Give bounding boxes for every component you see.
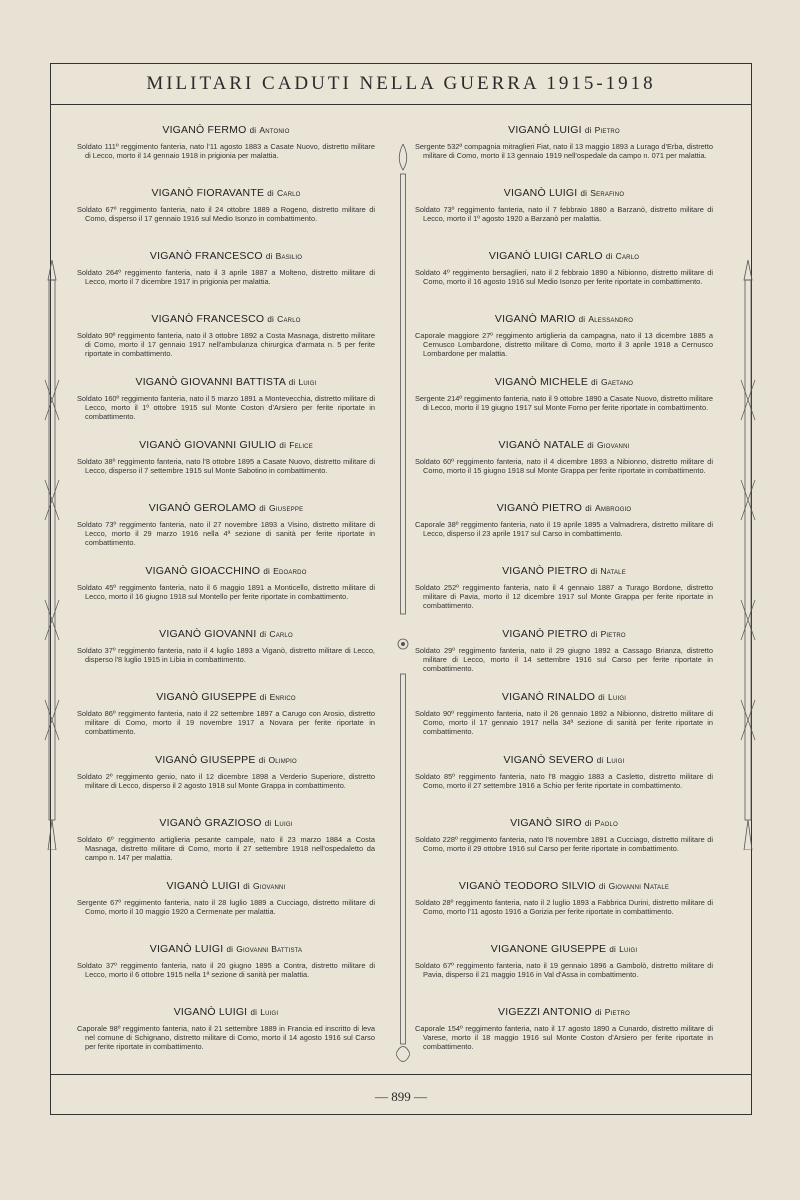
casualty-name <box>77 124 375 136</box>
name-of: di <box>258 756 266 765</box>
name-parent: Luigi <box>298 377 317 387</box>
name-of: di <box>590 630 598 639</box>
casualty-details: Soldato 252º reggimento fanteria, nato il 4 gennaio 1887 a Turago Bordone, distretto militare di Pavia, morto il 12 dicembre 1917 sul Monte Grappa per ferite riportate in combattimento. <box>415 583 713 610</box>
casualty-name <box>77 313 375 325</box>
name-parent: Paolo <box>594 818 618 828</box>
casualty-details: Caporale 98º reggimento fanteria, nato il 21 settembre 1889 in Francia ed inscritto di leva nel comune di Schignano, distretto militare di Como, morto il 14 agosto 1916 sul Carso per ferite riportate in combattimento. <box>77 1024 375 1051</box>
name-of: di <box>250 1008 258 1017</box>
casualty-details: Soldato 90º reggimento fanteria, nato il 26 gennaio 1892 a Nibionno, distretto militare di Como, morto il 17 gennaio 1917 nella 34ª sezione di sanità per ferite riportate in combattimento. <box>415 709 713 736</box>
name-parent: Pietro <box>600 629 626 639</box>
name-main: VIGANÒ NATALE <box>498 439 585 451</box>
casualty-entry <box>415 691 713 754</box>
casualty-entry <box>415 502 713 565</box>
casualty-name <box>415 502 713 514</box>
name-main: VIGANÒ LUIGI CARLO <box>488 250 603 262</box>
name-parent: Natale <box>600 566 626 576</box>
casualty-entry <box>77 943 375 1006</box>
name-parent: Edoardo <box>273 566 307 576</box>
name-of: di <box>591 378 598 387</box>
name-parent: Giovanni <box>597 440 630 450</box>
casualty-details: Soldato 4º reggimento bersaglieri, nato il 2 febbraio 1890 a Nibionno, distretto militare di Como, morto il 16 agosto 1916 sul Medio Isonzo per ferite riportate in combattimento. <box>415 268 713 286</box>
casualty-entry <box>415 880 713 943</box>
casualty-entry <box>77 691 375 754</box>
name-main: VIGANONE GIUSEPPE <box>490 943 607 955</box>
casualty-details: Soldato 264º reggimento fanteria, nato il 3 aprile 1887 a Molteno, distretto militare di Lecco, morto il 7 dicembre 1917 in prigionia per malattia. <box>77 268 375 286</box>
name-main: VIGANÒ TEODORO SILVIO <box>458 880 596 892</box>
name-of: di <box>243 882 250 891</box>
casualty-entry <box>415 1006 713 1069</box>
casualty-name <box>77 502 375 514</box>
casualty-name <box>77 628 375 640</box>
name-of: di <box>598 693 605 702</box>
name-parent: Carlo <box>277 188 301 198</box>
casualty-details: Sergente 214º reggimento fanteria, nato il 9 ottobre 1890 a Casate Nuovo, distretto militare di Lecco, morto il 19 giugno 1917 sul Monte Forno per ferite riportate in combattimento. <box>415 394 713 412</box>
casualty-details: Caporale 154º reggimento fanteria, nato il 17 agosto 1890 a Cunardo, distretto militare di Varese, morto il 18 maggio 1916 sul Monte Coston d'Arsiero per ferite riportate in combattimento. <box>415 1024 713 1051</box>
name-parent: Luigi <box>608 692 627 702</box>
page-number: — 899 — <box>375 1089 427 1104</box>
name-main: VIGANÒ MICHELE <box>494 376 589 388</box>
name-parent: Luigi <box>606 755 625 765</box>
casualty-name <box>415 1006 713 1018</box>
name-of: di <box>584 819 592 828</box>
casualty-name <box>77 754 375 766</box>
casualty-name <box>77 943 375 955</box>
name-parent: Serafino <box>590 188 625 198</box>
casualty-name <box>77 565 375 577</box>
name-parent: Pietro <box>604 1007 630 1017</box>
casualty-name <box>77 439 375 451</box>
name-parent: Giovanni Natale <box>608 881 670 891</box>
casualty-name <box>415 439 713 451</box>
name-main: VIGANÒ LUIGI <box>173 1006 248 1018</box>
casualty-details: Sergente 532ª compagnia mitraglieri Fiat, nato il 13 maggio 1893 a Lurago d'Erba, distretto militare di Como, morto il 13 gennaio 1919 nell'ospedale da campo n. 071 per malattia. <box>415 142 713 160</box>
casualty-name <box>77 1006 375 1018</box>
casualty-entry <box>77 376 375 439</box>
casualty-entry <box>415 439 713 502</box>
casualty-entry <box>415 250 713 313</box>
name-parent: Giuseppe <box>269 503 304 513</box>
casualty-details: Soldato 37º reggimento fanteria, nato il 4 luglio 1893 a Viganò, distretto militare di Lecco, disperso l'8 luglio 1915 in Libia in combattimento. <box>77 646 375 664</box>
name-main: VIGANÒ PIETRO <box>496 502 583 514</box>
right-side-ornament <box>738 260 758 850</box>
casualty-entry <box>77 628 375 691</box>
name-of: di <box>267 315 275 324</box>
right-column <box>415 124 713 1069</box>
name-main: VIGANÒ LUIGI <box>503 187 578 199</box>
name-of: di <box>249 126 257 135</box>
casualty-details: Caporale maggiore 27º reggimento artiglieria da campagna, nato il 13 dicembre 1885 a Cernusco Lombardone, distretto militare di Como, morto il 3 aprile 1918 a Cernusco Lombardone per malattia. <box>415 331 713 358</box>
name-main: VIGANÒ FRANCESCO <box>149 250 263 262</box>
casualty-entry <box>415 817 713 880</box>
casualty-details: Soldato 160º reggimento fanteria, nato il 5 marzo 1891 a Montevecchia, distretto militare di Lecco, morto il 1º ottobre 1915 sul Monte Coston d'Arsiero per ferite riportate in combattimento. <box>77 394 375 421</box>
name-of: di <box>587 441 594 450</box>
name-main: VIGANÒ RINALDO <box>501 691 596 703</box>
name-parent: Luigi <box>260 1007 279 1017</box>
casualty-entry <box>415 313 713 376</box>
casualty-details: Soldato 28º reggimento fanteria, nato il 2 luglio 1893 a Fabbrica Durini, distretto militare di Como, morto l'11 agosto 1916 a Gorizia per ferite riportate in combattimento. <box>415 898 713 916</box>
casualty-entry <box>77 502 375 565</box>
name-main: VIGANÒ SIRO <box>510 817 582 829</box>
casualty-name <box>415 880 713 892</box>
casualty-name <box>415 628 713 640</box>
casualty-details: Soldato 38º reggimento fanteria, nato l'8 ottobre 1895 a Casate Nuovo, distretto militare di Lecco, disperso il 7 settembre 1915 sul Monte Sabotino in combattimento. <box>77 457 375 475</box>
casualty-entry <box>415 628 713 691</box>
name-parent: Ambrogio <box>595 503 632 513</box>
name-of: di <box>584 126 592 135</box>
left-column <box>77 124 375 1069</box>
name-main: VIGEZZI ANTONIO <box>498 1006 592 1018</box>
casualty-name <box>415 565 713 577</box>
name-of: di <box>596 756 604 765</box>
name-parent: Giovanni Battista <box>236 944 303 954</box>
name-main: VIGANÒ LUIGI <box>166 880 241 892</box>
name-parent: Luigi <box>274 818 293 828</box>
casualty-entry <box>77 250 375 313</box>
name-main: VIGANÒ PIETRO <box>502 628 588 640</box>
name-parent: Felice <box>289 440 313 450</box>
name-main: VIGANÒ FRANCESCO <box>151 313 265 325</box>
name-of: di <box>259 630 267 639</box>
name-of: di <box>259 693 267 702</box>
casualty-details: Soldato 90º reggimento fanteria, nato il 3 ottobre 1892 a Costa Masnaga, distretto militare di Como, morto il 17 gennaio 1917 nell'ambulanza chirurgica d'armata n. 5 per ferite riportate in combattimento. <box>77 331 375 358</box>
name-parent: Carlo <box>269 629 293 639</box>
casualty-entry <box>415 124 713 187</box>
casualty-details: Soldato 29º reggimento fanteria, nato il 29 giugno 1892 a Cassago Brianza, distretto militare di Lecco, morto il 14 settembre 1916 sul Carso per ferite riportate in combattimento. <box>415 646 713 673</box>
casualty-name <box>415 817 713 829</box>
name-parent: Gaetano <box>600 377 634 387</box>
name-of: di <box>594 1008 602 1017</box>
casualty-entry <box>77 1006 375 1069</box>
name-main: VIGANÒ MARIO <box>494 313 576 325</box>
name-parent: Luigi <box>619 944 638 954</box>
name-of: di <box>264 819 272 828</box>
casualty-name <box>77 376 375 388</box>
casualty-name <box>415 691 713 703</box>
name-main: VIGANÒ GIOVANNI GIULIO <box>139 439 277 451</box>
casualty-details: Soldato 111º reggimento fanteria, nato l'11 agosto 1883 a Casate Nuovo, distretto militare di Lecco, morto il 14 gennaio 1918 in prigionia per malattia. <box>77 142 375 160</box>
name-main: VIGANÒ GIOVANNI BATTISTA <box>135 376 286 388</box>
name-of: di <box>580 189 588 198</box>
casualty-entry <box>415 943 713 1006</box>
casualty-name <box>415 250 713 262</box>
casualty-details: Soldato 45º reggimento fanteria, nato il 6 maggio 1891 a Monticello, distretto militare di Lecco, morto il 16 giugno 1918 sul Montello per ferite riportate in combattimento. <box>77 583 375 601</box>
name-of: di <box>605 252 613 261</box>
casualty-details: Soldato 73º reggimento fanteria, nato il 27 novembre 1893 a Visino, distretto militare di Lecco, morto il 29 marzo 1916 nella 4ª sezione di sanità per ferite riportate in combattimento. <box>77 520 375 547</box>
name-of: di <box>226 945 234 954</box>
casualty-details: Soldato 6º reggimento artiglieria pesante campale, nato il 23 marzo 1884 a Costa Masnaga, distretto militare di Como, morto il 27 settembre 1918 nell'ospedaletto da campo n. 147 per malattia. <box>77 835 375 862</box>
casualty-details: Soldato 85º reggimento fanteria, nato l'8 maggio 1883 a Casletto, distretto militare di Como, morto il 27 settembre 1916 a Schio per ferite riportate in combattimento. <box>415 772 713 790</box>
casualty-details: Sergente 67º reggimento fanteria, nato il 28 luglio 1889 a Cucciago, distretto militare di Como, morto il 10 maggio 1920 a Cermenate per malattia. <box>77 898 375 916</box>
left-side-ornament <box>42 260 62 850</box>
name-main: VIGANÒ FERMO <box>162 124 247 136</box>
name-parent: Pietro <box>594 125 620 135</box>
casualty-name <box>77 187 375 199</box>
page-frame <box>50 63 752 1115</box>
casualty-entry <box>77 124 375 187</box>
name-of: di <box>598 882 606 891</box>
casualty-details: Soldato 60º reggimento fanteria, nato il 4 dicembre 1893 a Nibionno, distretto militare di Como, morto il 15 giugno 1918 sul Monte Grappa per ferite riportate in combattimento. <box>415 457 713 475</box>
casualty-entry <box>77 754 375 817</box>
name-parent: Basilio <box>275 251 303 261</box>
casualty-name <box>415 754 713 766</box>
name-main: VIGANÒ FIORAVANTE <box>151 187 265 199</box>
name-main: VIGANÒ SEVERO <box>503 754 594 766</box>
center-ornament-column <box>396 144 410 1069</box>
name-main: VIGANÒ LUIGI <box>508 124 582 136</box>
name-parent: Olimpio <box>268 755 297 765</box>
casualty-name <box>415 376 713 388</box>
name-of: di <box>288 378 296 387</box>
name-of: di <box>259 504 266 513</box>
casualty-details: Soldato 67º reggimento fanteria, nato il 24 ottobre 1889 a Rogeno, distretto militare di Como, disperso il 17 gennaio 1916 sul Medio Isonzo in combattimento. <box>77 205 375 223</box>
casualty-entry <box>77 880 375 943</box>
casualty-entry <box>415 565 713 628</box>
casualty-details: Soldato 86º reggimento fanteria, nato il 22 settembre 1897 a Carugo con Arosio, distretto militare di Como, morto il 19 novembre 1917 a Novara per ferite riportate in combattimento. <box>77 709 375 736</box>
name-of: di <box>609 945 616 954</box>
casualty-details: Soldato 73º reggimento fanteria, nato il 7 febbraio 1880 a Barzanò, distretto militare di Lecco, morto il 1º agosto 1920 a Barzanò per malattia. <box>415 205 713 223</box>
name-main: VIGANÒ GIOVANNI <box>159 628 257 640</box>
casualty-entry <box>77 817 375 880</box>
casualty-entry <box>77 187 375 250</box>
name-main: VIGANÒ GRAZIOSO <box>159 817 262 829</box>
name-of: di <box>585 504 592 513</box>
name-parent: Enrico <box>269 692 296 702</box>
casualty-details: Caporale 38º reggimento fanteria, nato il 19 aprile 1895 a Valmadrera, distretto militare di Lecco, disperso il 23 aprile 1917 sul Carso in combattimento. <box>415 520 713 538</box>
name-parent: Carlo <box>277 314 301 324</box>
casualty-name <box>415 943 713 955</box>
name-of: di <box>265 252 273 261</box>
name-main: VIGANÒ GEROLAMO <box>148 502 257 514</box>
casualty-name <box>415 313 713 325</box>
name-parent: Alessandro <box>588 314 634 324</box>
casualty-name <box>77 880 375 892</box>
name-main: VIGANÒ GIUSEPPE <box>155 754 256 766</box>
casualty-name <box>415 187 713 199</box>
title-bar <box>51 64 751 105</box>
name-of: di <box>590 567 598 576</box>
name-main: VIGANÒ LUIGI <box>149 943 224 955</box>
name-of: di <box>263 567 271 576</box>
casualty-details: Soldato 2º reggimento genio, nato il 12 dicembre 1898 a Verderio Superiore, distretto militare di Lecco, disperso il 2 agosto 1918 sul Monte Grappa in combattimento. <box>77 772 375 790</box>
name-parent: Giovanni <box>253 881 286 891</box>
name-main: VIGANÒ GIOACCHINO <box>145 565 261 577</box>
footer-rule <box>51 1074 751 1075</box>
casualty-details: Soldato 228º reggimento fanteria, nato l'8 novembre 1891 a Cucciago, distretto militare di Como, morto il 29 ottobre 1916 sul Carso per ferite riportate in combattimento. <box>415 835 713 853</box>
name-main: VIGANÒ GIUSEPPE <box>156 691 257 703</box>
casualty-entry <box>77 439 375 502</box>
casualty-name <box>77 250 375 262</box>
casualty-entry <box>415 754 713 817</box>
casualty-entry <box>415 187 713 250</box>
name-of: di <box>578 315 586 324</box>
page-title: MILITARI CADUTI NELLA GUERRA 1915-1918 <box>146 73 656 94</box>
casualty-details: Soldato 67º reggimento fanteria, nato il 19 gennaio 1896 a Gambolò, distretto militare di Pavia, disperso il 21 maggio 1916 in Val d'Assa in combattimento. <box>415 961 713 979</box>
name-main: VIGANÒ PIETRO <box>502 565 588 577</box>
casualty-name <box>77 817 375 829</box>
name-parent: Carlo <box>615 251 640 261</box>
casualty-entry <box>77 313 375 376</box>
casualty-entry <box>415 376 713 439</box>
casualty-details: Soldato 37º reggimento fanteria, nato il 20 giugno 1895 a Contra, distretto militare di Lecco, morto il 6 ottobre 1915 nella 1ª sezione di sanità per malattia. <box>77 961 375 979</box>
name-of: di <box>279 441 287 450</box>
casualty-name <box>77 691 375 703</box>
name-parent: Antonio <box>259 125 290 135</box>
casualty-entry <box>77 565 375 628</box>
casualty-name <box>415 124 713 136</box>
name-of: di <box>267 189 274 198</box>
